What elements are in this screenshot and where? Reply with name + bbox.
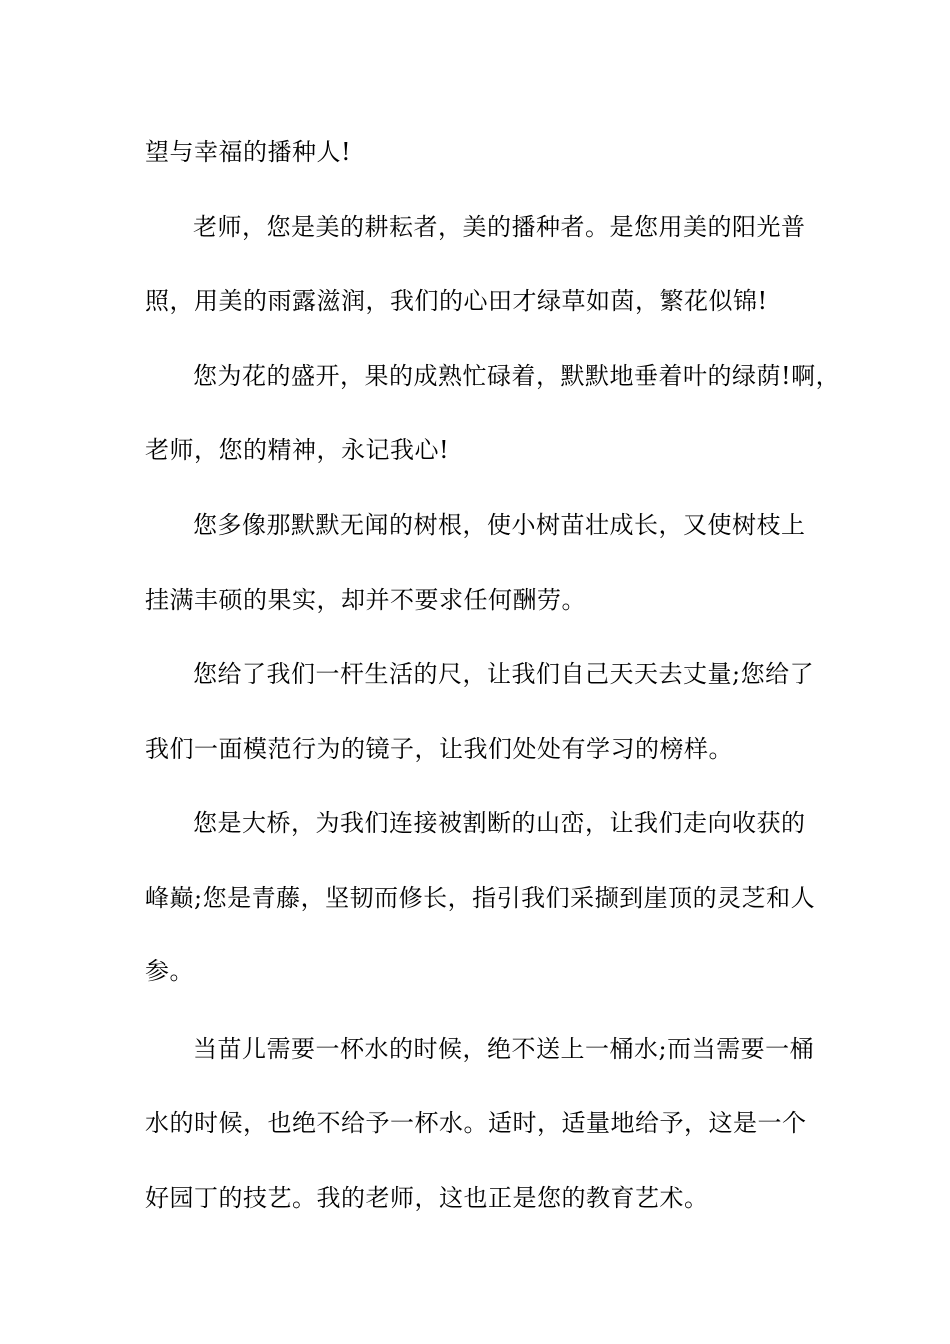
text-line: 好园丁的技艺。我的老师，这也正是您的教育艺术。 <box>145 1184 709 1212</box>
text-line: 您给了我们一杆生活的尺，让我们自己天天去丈量;您给了 <box>193 660 815 688</box>
text-line: 挂满丰硕的果实，却并不要求任何酬劳。 <box>145 586 586 614</box>
text-line: 您多像那默默无闻的树根，使小树苗壮成长，又使树枝上 <box>193 511 806 539</box>
text-line: 您是大桥，为我们连接被割断的山峦，让我们走向收获的 <box>193 809 806 837</box>
text-line: 老师，您是美的耕耘者，美的播种者。是您用美的阳光普 <box>193 213 806 241</box>
text-line: 望与幸福的播种人! <box>145 138 352 166</box>
text-line: 老师，您的精神，永记我心! <box>145 436 450 464</box>
text-line: 我们一面模范行为的镜子，让我们处处有学习的榜样。 <box>145 735 733 763</box>
text-line: 您为花的盛开，果的成熟忙碌着，默默地垂着叶的绿荫!啊， <box>193 362 841 390</box>
text-line: 当苗儿需要一杯水的时候，绝不送上一桶水;而当需要一桶 <box>193 1035 815 1063</box>
text-line: 峰巅;您是青藤，坚韧而修长，指引我们采撷到崖顶的灵芝和人 <box>145 884 816 912</box>
text-line: 参。 <box>145 957 194 985</box>
text-line: 水的时候，也绝不给予一杯水。适时，适量地给予，这是一个 <box>145 1109 807 1137</box>
text-line: 照，用美的雨露滋润，我们的心田才绿草如茵，繁花似锦! <box>145 287 768 315</box>
